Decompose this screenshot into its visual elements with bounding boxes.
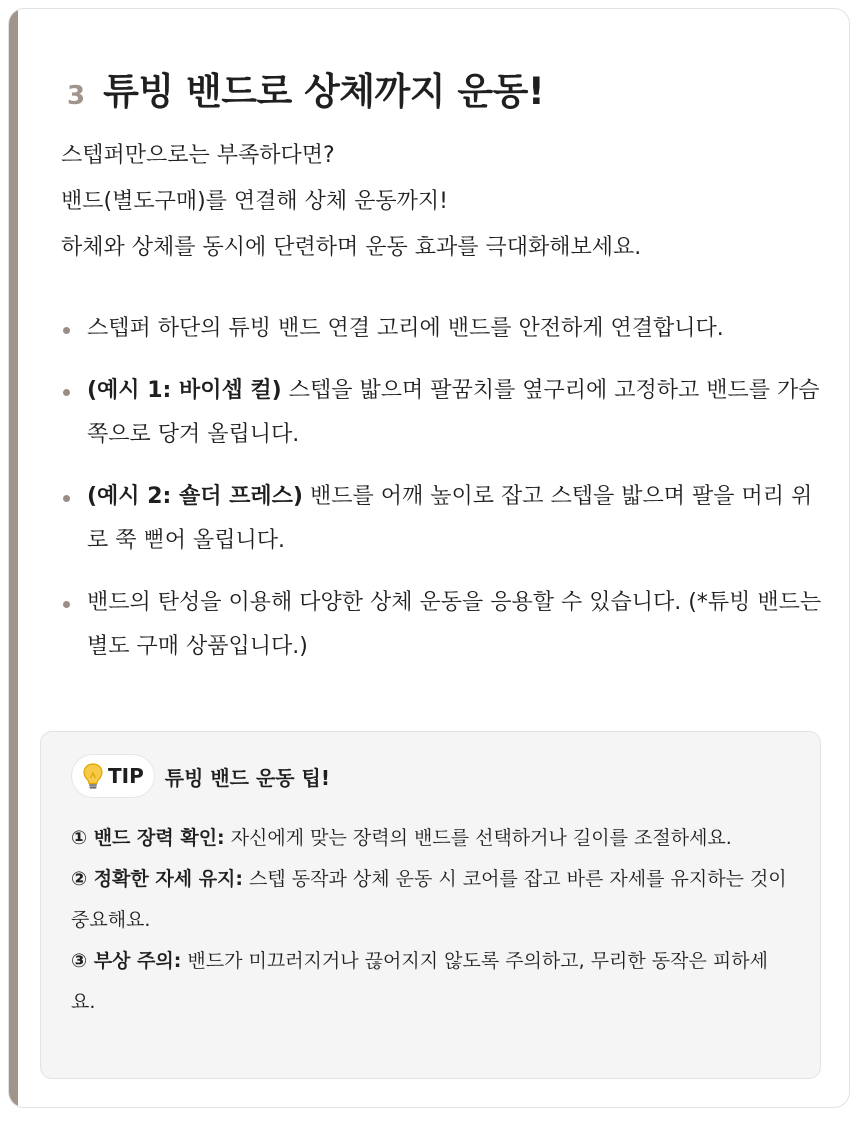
list-item-text: 스텝퍼 하단의 튜빙 밴드 연결 고리에 밴드를 안전하게 연결합니다. bbox=[87, 316, 724, 341]
bullet-dot-icon bbox=[63, 601, 70, 608]
accent-bar bbox=[9, 9, 18, 1107]
bullet-dot-icon bbox=[63, 327, 70, 334]
bullet-dot-icon bbox=[63, 389, 70, 396]
tip-item-text: 스텝 동작과 상체 운동 시 코어를 잡고 바른 자세를 유지하는 것이 중요해요. bbox=[71, 868, 787, 931]
instruction-list bbox=[61, 307, 831, 687]
list-item-text: 스텝을 밟으며 팔꿈치를 옆구리에 고정하고 밴드를 가슴 쪽으로 당겨 올립니다. bbox=[87, 378, 820, 447]
tip-item bbox=[71, 818, 791, 859]
intro-line: 밴드(별도구매)를 연결해 상체 운동까지! bbox=[61, 189, 448, 214]
tip-label: TIP bbox=[108, 764, 144, 788]
tip-item bbox=[71, 941, 791, 1023]
tip-item-bold: ① 밴드 장력 확인: bbox=[71, 827, 225, 849]
exercise-section-card bbox=[8, 8, 850, 1108]
list-item bbox=[61, 369, 831, 457]
tip-item-bold: ③ 부상 주의: bbox=[71, 950, 182, 972]
lightbulb-icon bbox=[82, 762, 104, 790]
tip-item-bold: ② 정확한 자세 유지: bbox=[71, 868, 244, 890]
section-title: 튜빙 밴드로 상체까지 운동! bbox=[103, 70, 545, 113]
tip-list bbox=[71, 818, 791, 1023]
intro-line: 하체와 상체를 동시에 단련하며 운동 효과를 극대화해보세요. bbox=[61, 235, 642, 260]
tip-header bbox=[71, 754, 330, 798]
list-item-bold: (예시 1: 바이셉 컬) bbox=[87, 378, 282, 403]
tip-item-text: 자신에게 맞는 장력의 밴드를 선택하거나 길이를 조절하세요. bbox=[224, 827, 732, 849]
intro-text bbox=[61, 133, 831, 271]
tip-badge bbox=[71, 754, 155, 798]
list-item-text: 밴드를 어깨 높이로 잡고 스텝을 밟으며 팔을 머리 위로 쭉 뻗어 올립니다. bbox=[87, 484, 813, 553]
section-number: 3 bbox=[67, 81, 86, 111]
intro-line: 스텝퍼만으로는 부족하다면? bbox=[61, 143, 335, 168]
tip-box bbox=[40, 731, 821, 1079]
list-item bbox=[61, 581, 831, 669]
list-item bbox=[61, 307, 831, 351]
tip-item-text: 밴드가 미끄러지거나 끊어지지 않도록 주의하고, 무리한 동작은 피하세요. bbox=[71, 950, 768, 1013]
section-header bbox=[67, 61, 544, 115]
list-item bbox=[61, 475, 831, 563]
list-item-text: 밴드의 탄성을 이용해 다양한 상체 운동을 응용할 수 있습니다. (*튜빙 밴드는 별도 구매 상품입니다.) bbox=[87, 590, 822, 659]
tip-title: 튜빙 밴드 운동 팁! bbox=[164, 765, 330, 790]
tip-item bbox=[71, 859, 791, 941]
list-item-bold: (예시 2: 숄더 프레스) bbox=[87, 484, 303, 509]
bullet-dot-icon bbox=[63, 495, 70, 502]
